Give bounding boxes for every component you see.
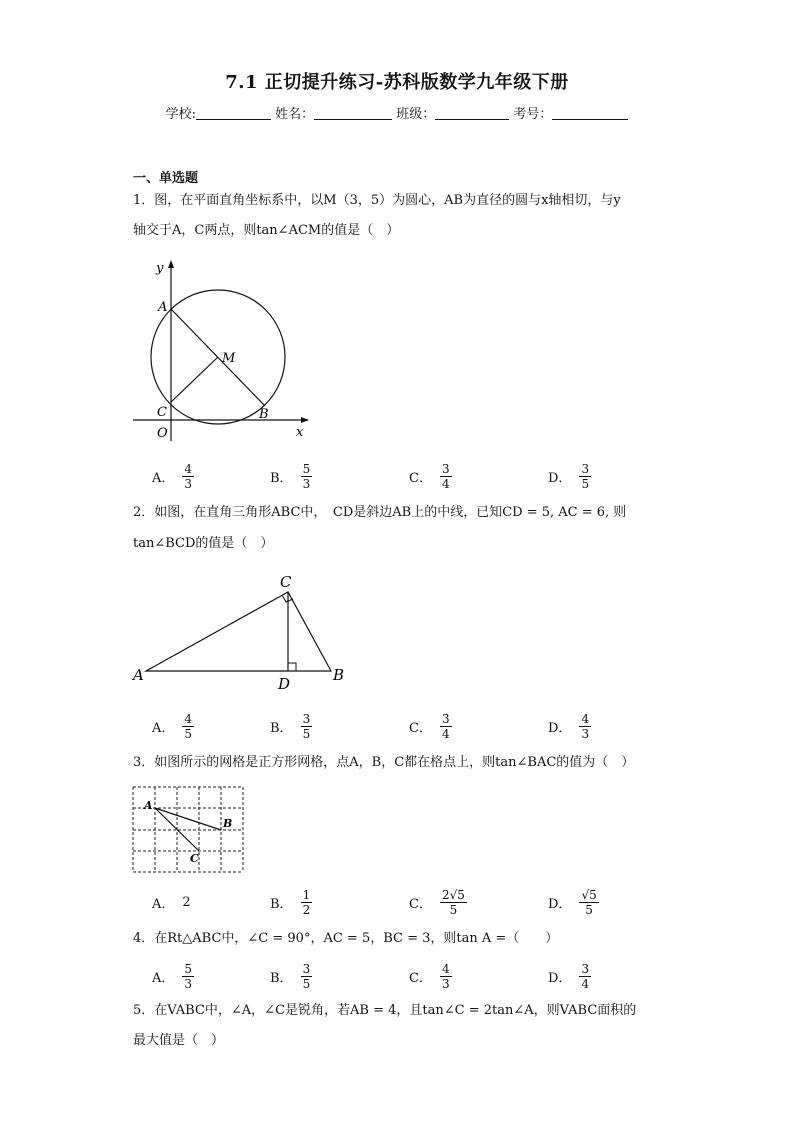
option-d[interactable] xyxy=(548,708,591,744)
denominator: 2 xyxy=(302,902,311,917)
option-b[interactable] xyxy=(270,708,312,744)
fraction xyxy=(182,962,194,991)
option-b[interactable] xyxy=(270,458,312,494)
numerator: 3 xyxy=(302,961,311,976)
label-b: B xyxy=(223,817,233,830)
denominator: 5 xyxy=(302,976,311,991)
option-label: B． xyxy=(270,470,293,486)
page-title: 7.1 正切提升练习-苏科版数学九年级下册 xyxy=(225,72,569,93)
question-1-line-1: 1．图，在平面直角坐标系中，以M（3，5）为圆心，AB为直径的圆与x轴相切，与y xyxy=(133,193,621,208)
question-3-line-1: 3．如图所示的网格是正方形网格，点A，B，C都在格点上，则tan∠BAC的值为（ ） xyxy=(133,755,635,770)
numerator: 4 xyxy=(184,461,193,476)
option-label: A． xyxy=(152,470,175,486)
question-4-options xyxy=(152,958,672,994)
option-label: D． xyxy=(548,896,572,912)
option-label: A． xyxy=(152,720,175,736)
label-y: y xyxy=(156,261,164,276)
fraction xyxy=(182,462,194,491)
denominator: 5 xyxy=(302,726,311,741)
option-value: 2 xyxy=(182,894,191,910)
option-b[interactable] xyxy=(270,958,312,994)
option-label: A． xyxy=(152,970,175,986)
option-label: D． xyxy=(548,470,572,486)
option-label: A． xyxy=(152,896,175,912)
option-label: B． xyxy=(270,896,293,912)
question-5-line-2: 最大值是（ ） xyxy=(133,1033,225,1048)
option-label: D． xyxy=(548,720,572,736)
section-title: 一、单选题 xyxy=(133,171,199,186)
numerator: 4 xyxy=(441,961,450,976)
option-d[interactable] xyxy=(548,884,599,920)
denominator: 5 xyxy=(585,902,593,917)
option-d[interactable] xyxy=(548,458,591,494)
label-o: O xyxy=(157,426,168,441)
fraction xyxy=(579,712,591,741)
label-a: A xyxy=(158,300,168,315)
label-a: A xyxy=(144,799,153,812)
numerator: 1 xyxy=(302,887,311,902)
option-label: C． xyxy=(409,720,432,736)
right-angle-d xyxy=(288,663,296,671)
option-a[interactable] xyxy=(152,708,194,744)
fraction xyxy=(440,888,467,917)
fraction xyxy=(301,962,313,991)
numerator: 4 xyxy=(581,711,590,726)
option-b[interactable] xyxy=(270,884,312,920)
numerator: 5 xyxy=(184,961,193,976)
q2-figure xyxy=(128,568,358,693)
fraction xyxy=(579,462,591,491)
option-label: D． xyxy=(548,970,572,986)
denominator: 3 xyxy=(441,976,450,991)
fraction xyxy=(579,962,591,991)
option-label: B． xyxy=(270,720,293,736)
option-c[interactable] xyxy=(409,458,452,494)
denominator: 4 xyxy=(581,976,590,991)
fraction xyxy=(440,462,452,491)
triangle-abc xyxy=(146,592,331,671)
option-label: C． xyxy=(409,896,432,912)
q3-figure xyxy=(130,784,250,876)
name-blank xyxy=(314,105,392,120)
denominator: 3 xyxy=(302,476,311,491)
segment-ab xyxy=(155,808,221,830)
question-2-line-1: 2．如图，在直角三角形ABC中， CD是斜边AB上的中线，已知CD = 5, AC = 6, 则 xyxy=(133,505,627,520)
option-c[interactable] xyxy=(409,958,452,994)
class-blank xyxy=(435,105,509,120)
label-c: C xyxy=(157,405,167,420)
school-blank xyxy=(196,105,271,120)
class-label: 班级： xyxy=(396,107,436,122)
numerator: 5 xyxy=(302,461,311,476)
x-axis-arrow xyxy=(301,417,309,423)
numerator: 4 xyxy=(184,711,193,726)
q1-figure xyxy=(128,256,313,446)
denominator: 4 xyxy=(441,726,450,741)
numerator: 3 xyxy=(441,711,450,726)
denominator: 5 xyxy=(581,476,590,491)
label-x: x xyxy=(296,425,304,440)
question-1-line-2: 轴交于A，C两点，则tan∠ACM的值是（ ） xyxy=(133,223,400,238)
question-5-line-1: 5．在VABC中，∠A，∠C是锐角，若AB = 4，且tan∠C = 2tan∠A，则VABC面积的 xyxy=(133,1003,637,1018)
label-m: M xyxy=(222,351,236,366)
option-label: B． xyxy=(270,970,293,986)
option-a[interactable] xyxy=(152,458,194,494)
school-label: 学校: xyxy=(165,107,196,122)
label-d: D xyxy=(278,675,291,693)
segment-cm xyxy=(171,357,218,402)
denominator: 3 xyxy=(184,476,193,491)
question-2-options xyxy=(152,708,672,744)
option-label: C． xyxy=(409,970,432,986)
question-2-line-2: tan∠BCD的值是（ ） xyxy=(133,536,274,551)
denominator: 3 xyxy=(581,726,590,741)
fraction xyxy=(182,712,194,741)
fraction xyxy=(301,462,313,491)
numerator: 3 xyxy=(441,461,450,476)
fraction xyxy=(301,712,313,741)
exam-number-label: 考号： xyxy=(513,107,553,122)
question-3-options xyxy=(152,884,672,920)
label-a: A xyxy=(133,666,144,684)
fraction xyxy=(579,888,598,917)
denominator: 5 xyxy=(449,902,458,917)
numerator: √5 xyxy=(581,887,597,902)
label-b: B xyxy=(333,666,345,684)
numerator: 3 xyxy=(581,961,590,976)
label-b: B xyxy=(259,407,269,422)
numerator: 3 xyxy=(302,711,311,726)
denominator: 3 xyxy=(184,976,193,991)
label-c: C xyxy=(280,573,292,591)
question-1-options xyxy=(152,458,672,494)
option-a[interactable] xyxy=(152,884,191,920)
numerator: 2√5 xyxy=(441,887,465,902)
fraction xyxy=(301,888,313,917)
fraction xyxy=(440,712,452,741)
fraction xyxy=(440,962,452,991)
option-d[interactable] xyxy=(548,958,591,994)
denominator: 4 xyxy=(441,476,450,491)
option-a[interactable] xyxy=(152,958,194,994)
question-4-line-1: 4．在Rt△ABC中，∠C = 90°，AC = 5，BC = 3，则tan A =（ ） xyxy=(133,931,559,946)
student-info-line xyxy=(0,103,794,122)
label-c: C xyxy=(190,852,199,865)
option-c[interactable] xyxy=(409,884,467,920)
numerator: 3 xyxy=(581,461,590,476)
y-axis-arrow xyxy=(168,260,174,268)
exam-number-blank xyxy=(552,105,628,120)
option-c[interactable] xyxy=(409,708,452,744)
denominator: 5 xyxy=(184,726,193,741)
name-label: 姓名： xyxy=(275,107,315,122)
option-label: C． xyxy=(409,470,432,486)
